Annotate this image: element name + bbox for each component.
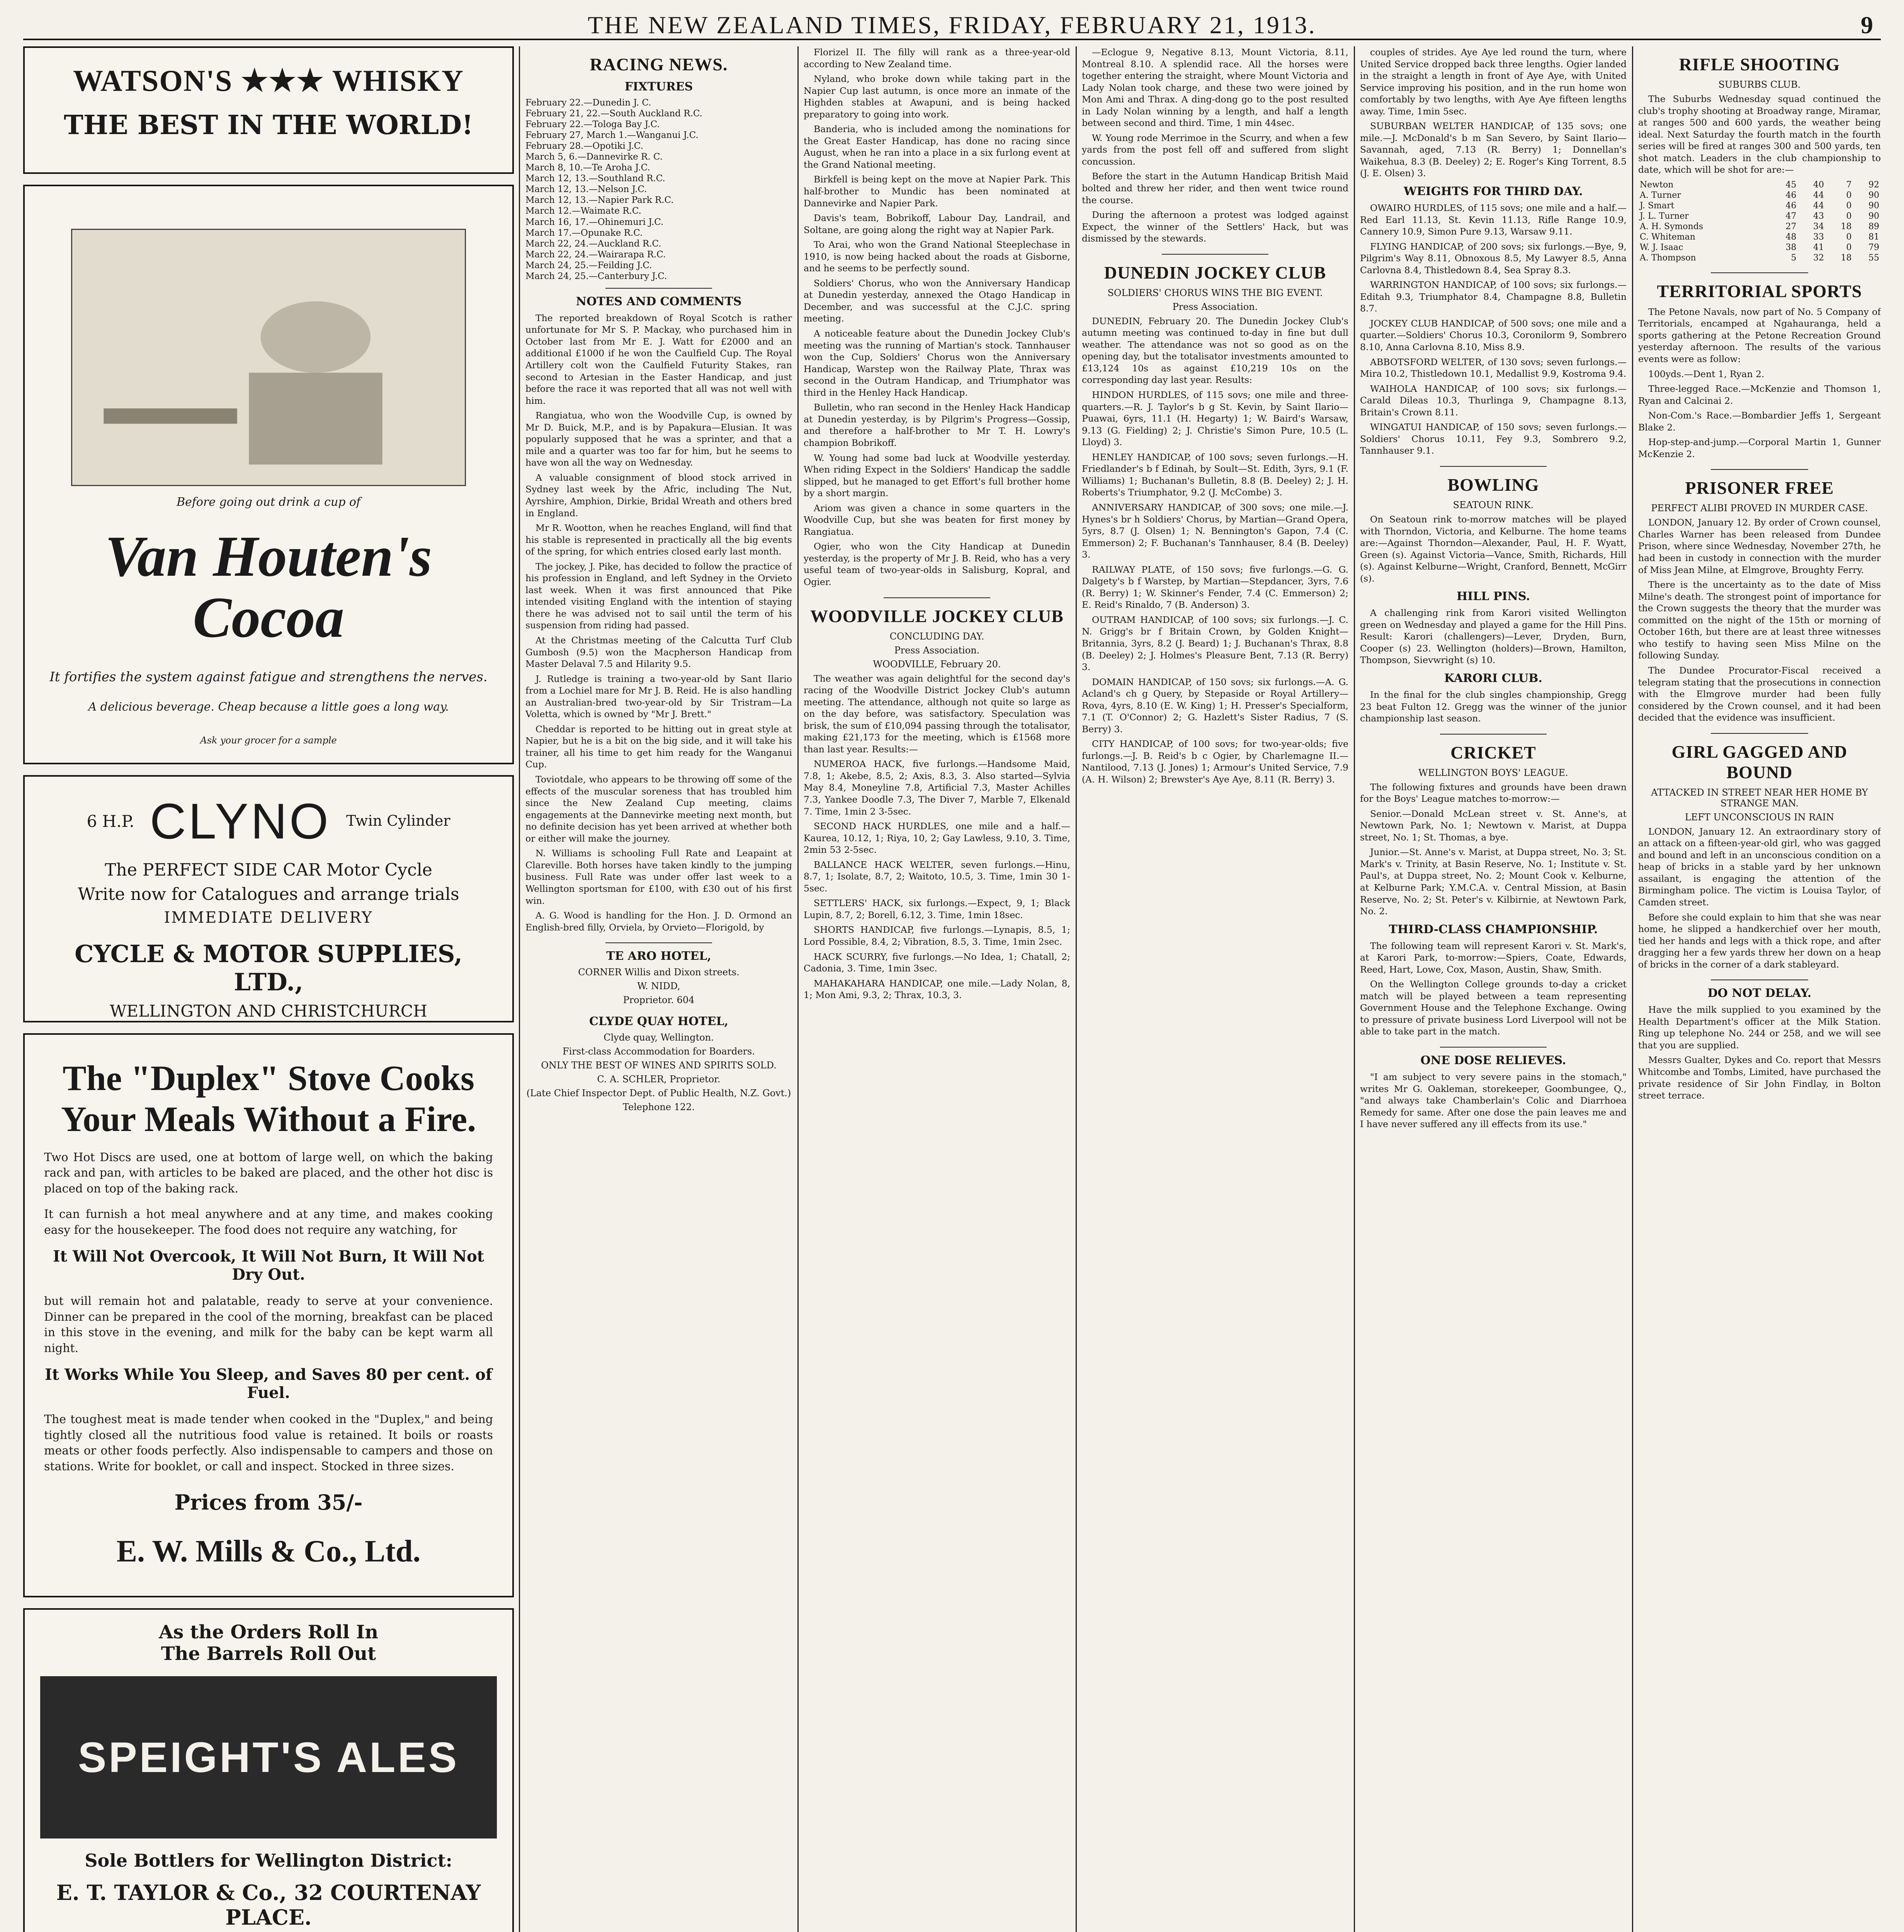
- divider: [1711, 733, 1808, 734]
- paragraph: WINGATUI HANDICAP, of 150 sovs; seven furlongs.—Soldiers' Chorus 10.11, Fey 9.3, Sombrero 9.2, Tannhauser 9.1.: [1360, 422, 1627, 456]
- paragraph: Three-legged Race.—McKenzie and Thomson 1, Ryan and Calcinai 2.: [1638, 383, 1881, 406]
- ad-line: Clyde quay, Wellington.: [604, 1032, 714, 1043]
- paragraph: The weather was again delightful for the second day's racing of the Woodville District Jockey Club's autumn meeting. The attendance, although not quite so large as on the day before, was satisfactory. Speculation was brisk, the sum of £10,094 passing through the totalisator, making £21,173 for the meeting, which is £1568 more than last year. Results:—: [804, 673, 1070, 755]
- ad-line: Write now for Catalogues and arrange trials: [78, 884, 459, 904]
- ad-line: IMMEDIATE DELIVERY: [164, 909, 373, 927]
- section-heading: CRICKET: [1450, 742, 1536, 762]
- paragraph: MAHAKAHARA HANDICAP, one mile.—Lady Nolan, 8, 1; Mon Ami, 9.3, 2; Thrax, 10.3, 3.: [804, 978, 1070, 1001]
- ad-line: ONLY THE BEST OF WINES AND SPIRITS SOLD.: [541, 1060, 777, 1071]
- bowling-article: [1360, 474, 1627, 724]
- te-aro-hotel-ad: [525, 949, 792, 1005]
- fixtures-list: [525, 97, 792, 282]
- ad-line: Telephone 122.: [622, 1102, 695, 1113]
- list-item: March 24, 25.—Canterbury J.C.: [525, 271, 667, 281]
- duplex-ad-headline: The "Duplex" Stove Cooks Your Meals Without a Fire.: [61, 1058, 476, 1139]
- table-cell: 0: [1846, 190, 1852, 200]
- list-item: February 28.—Opotiki J.C.: [525, 141, 643, 151]
- list-item: March 24, 25.—Feilding J.C.: [525, 260, 652, 270]
- ad-body: It can furnish a hot meal anywhere and at any time, and makes cooking easy for the housekeeper. The food does not require any watching, for: [44, 1208, 493, 1237]
- divider: [605, 942, 712, 943]
- paragraph: During the afternoon a protest was lodged against Expect, the winner of the Settlers' Hack, but was dismissed by the stewards.: [1082, 209, 1348, 244]
- paragraph: BALLANCE HACK WELTER, seven furlongs.—Hinu, 8.7, 1; Isolate, 8.7, 2; Waitoto, 10.5, 3. Time, 1min 30 1-5sec.: [804, 859, 1070, 894]
- table-cell: 89: [1868, 221, 1879, 231]
- rifle-shooting-article: [1638, 54, 1881, 263]
- paragraph: RAILWAY PLATE, of 150 sovs; five furlongs.—G. G. Dalgety's b f Warstep, by Martian—Stepdancer, 3yrs, 7.6 (R. Berry) 1; W. Skinner's Fender, 7.4 (C. Emmerson) 2; E. Reid's Rinaldo, 7 (B. Anderson) 3.: [1082, 564, 1348, 611]
- paragraph: Soldiers' Chorus, who won the Anniversary Handicap at Dunedin yesterday, annexed the Otago Handicap in December, and was successful at the C.J.C. spring meeting.: [804, 277, 1070, 324]
- page-number: 9: [1861, 11, 1873, 39]
- dunedin-continued: [1360, 46, 1627, 457]
- van-houten-brand: Van Houten's Cocoa: [105, 524, 432, 650]
- masthead: [23, 8, 1881, 40]
- watsons-ad-headline: WATSON'S ★★★ WHISKY: [73, 64, 464, 97]
- table-row: [1638, 232, 1881, 242]
- table-cell: 55: [1868, 253, 1879, 263]
- ad-emphasis: It Works While You Sleep, and Saves 80 per cent. of Fuel.: [45, 1366, 492, 1402]
- paragraph: There is the uncertainty as to the date of Miss Milne's death. The strongest point of importance for the Crown suggests the theory that the murder was committed on the night of the 15th or morning of October 16th, but there are at least three witnesses who testify to having seen Miss Milne on the following Sunday.: [1638, 579, 1881, 661]
- paragraph: In the final for the club singles championship, Gregg 23 beat Fulton 12. Gregg was the winner of the junior championship last season.: [1360, 689, 1627, 724]
- column-rule: [1632, 46, 1633, 1932]
- paragraph: Junior.—St. Anne's v. Marist, at Duppa street, No. 3; St. Mark's v. Trinity, at Basin Reserve, No. 1; Institute v. St. Paul's, at Duppa street, No. 2; Mount Cook v. Kelburne, at Kelburne Park; Y.M.C.A. v. Central Mission, at Basin Reserve, No. 2; St. Peter's v. Kilbirnie, at Newtown Park, No. 2.: [1360, 847, 1627, 917]
- table-cell: A. Turner: [1640, 190, 1681, 200]
- seller-name: CYCLE & MOTOR SUPPLIES, LTD.,: [75, 940, 462, 996]
- table-cell: 7: [1846, 180, 1852, 190]
- cricket-article: [1360, 742, 1627, 1037]
- section-heading: RACING NEWS.: [590, 54, 728, 74]
- paragraph: LONDON, January 12. By order of Crown counsel, Charles Warner has been released from Dundee Prison, where since Wednesday, November 27th, he had been in custody in connection with the murder of Miss Jean Milne, at Elmgrove, Broughty Ferry.: [1638, 517, 1881, 575]
- watsons-whisky-ad: [23, 46, 514, 174]
- paragraph: HACK SCURRY, five furlongs.—No Idea, 1; Chatall, 2; Cadonia, 3. Time, 1min 3sec.: [804, 951, 1070, 974]
- paragraph: Cheddar is reported to be hitting out in great style at Napier, but he is a bit on the big side, and it will take his trainer, all his time to get him ready for the Wanganui Cup.: [525, 723, 792, 770]
- do-not-delay-notice: [1638, 986, 1881, 1101]
- ad-line: First-class Accommodation for Boarders.: [563, 1046, 755, 1057]
- paragraph: Hop-step-and-jump.—Corporal Martin 1, Gunner McKenzie 2.: [1638, 437, 1881, 459]
- ad-body: Two Hot Discs are used, one at bottom of large well, on which the baking rack and pan, with articles to be baked are placed, and the other hot disc is placed on top of the baking rack.: [44, 1150, 493, 1196]
- divider: [1711, 272, 1808, 273]
- paragraph: DOMAIN HANDICAP, of 150 sovs; six furlongs.—A. G. Acland's ch g Query, by Stepaside or Royal Artillery—Rova, 4yrs, 8.10 (E. W. King) 1; H. Presser's Specialform, 7.1 (T. O'Connor) 2; G. Hazlett's Sister Radius, 7 (S. Berry) 3.: [1082, 676, 1348, 735]
- rifle-scores-table: [1638, 180, 1881, 263]
- table-row: [1638, 201, 1881, 211]
- table-cell: 46: [1785, 190, 1797, 200]
- ad-line: Proprietor. 604: [623, 995, 695, 1006]
- prisoner-free-article: [1638, 478, 1881, 723]
- speights-ales-ad: [23, 1608, 514, 1932]
- list-item: February 27, March 1.—Wanganui J.C.: [525, 130, 699, 141]
- paragraph: ABBOTSFORD WELTER, of 130 sovs; seven furlongs.—Mira 10.2, Thistledown 10.1, Medallist 9.9, Kostroma 9.4.: [1360, 356, 1627, 379]
- section-heading: TERRITORIAL SPORTS: [1657, 281, 1862, 301]
- paragraph: SHORTS HANDICAP, five furlongs.—Lynapis, 8.5, 1; Lord Possible, 8.4, 2; Vibration, 8.5, 3. Time, 1min 2sec.: [804, 924, 1070, 947]
- table-cell: 44: [1813, 201, 1824, 211]
- divider: [884, 597, 990, 598]
- paragraph: The Suburbs Wednesday squad continued the club's trophy shooting at Broadway range, Miramar, at ranges 500 and 600 yards, the weather being ideal. Next Saturday the fourth match in the fourth series will be fired at ranges 300 and 500 yards, ten shot match. Leaders in the club championship to date, which will be shot for are:—: [1638, 94, 1881, 175]
- paragraph: W. Young had some bad luck at Woodville yesterday. When riding Expect in the Soldiers' Handicap the saddle slipped, but he managed to get Effort's full brother home by a short margin.: [804, 452, 1070, 499]
- paragraph: Davis's team, Bobrikoff, Labour Day, Landrail, and Soltane, are going along the right way at Napier Park.: [804, 213, 1070, 235]
- table-cell: 18: [1841, 221, 1852, 231]
- section-heading: DUNEDIN JOCKEY CLUB: [1104, 262, 1326, 282]
- table-cell: 41: [1813, 242, 1824, 252]
- table-cell: 79: [1868, 242, 1879, 252]
- list-item: March 12, 13.—Southland R.C.: [525, 173, 665, 184]
- table-cell: 0: [1846, 201, 1852, 211]
- column-rule: [519, 46, 520, 1932]
- paragraph: NUMEROA HACK, five furlongs.—Handsome Maid, 7.8, 1; Akebe, 8.5, 2; Axis, 8.3, 3. Also started—Sylvia May 8.4, Moneyline 7.8, Artificial 7.3, Master Achilles 7.3, Yankee Doodle 7.3, The Diver 7, Marble 7, Elkenald 7. Time, 1min 2 3-5sec.: [804, 759, 1070, 817]
- divider: [1440, 1047, 1547, 1048]
- table-cell: 40: [1813, 180, 1824, 190]
- ad-line: The Barrels Roll Out: [161, 1643, 376, 1665]
- horsepower-label: 6 H.P.: [87, 811, 134, 831]
- van-houten-cocoa-ad: [23, 185, 514, 764]
- racing-notes-continued: [804, 46, 1070, 588]
- paragraph: Senior.—Donald McLean street v. St. Anne's, at Newtown Park, No. 1; Newtown v. Marist, at Duppa street, No. 1; St. Thomas, a bye.: [1360, 808, 1627, 843]
- table-cell: A. Thompson: [1640, 253, 1696, 263]
- paragraph: ANNIVERSARY HANDICAP, of 300 sovs; one mile.—J. Hynes's br h Soldiers' Chorus, by Martian—Grand Opera, 5yrs, 8.7 (J. Olsen) 1; N. Bennington's Gapon, 7.4 (C. Emmerson) 2; F. Buchanan's Tannhauser, 8.4 (B. Deeley) 3.: [1082, 502, 1348, 560]
- subheading: FIXTURES: [624, 80, 693, 94]
- table-cell: 81: [1868, 232, 1879, 242]
- table-cell: W. J. Isaac: [1640, 242, 1683, 252]
- column-news: [1638, 46, 1881, 1932]
- paragraph: SECOND HACK HURDLES, one mile and a half.—Kaurea, 10.12, 1; Riya, 10, 2; Gay Lawless, 9.10, 3. Time, 2min 53 2-5sec.: [804, 821, 1070, 855]
- list-item: March 12.—Waimate R.C.: [525, 206, 641, 216]
- seller-location: WELLINGTON AND CHRISTCHURCH: [110, 1002, 427, 1020]
- hotel-name: TE ARO HOTEL,: [606, 949, 711, 963]
- table-cell: 47: [1785, 211, 1797, 221]
- clyno-brand: CLYNO: [150, 793, 331, 849]
- paragraph: 100yds.—Dent 1, Ryan 2.: [1648, 368, 1765, 379]
- ad-footnote: Ask your grocer for a sample: [200, 735, 337, 746]
- dateline: WOODVILLE, February 20.: [873, 658, 1001, 670]
- ad-line: CORNER Willis and Dixon streets.: [578, 967, 740, 978]
- section-heading: RIFLE SHOOTING: [1679, 54, 1840, 74]
- twin-cylinder-label: Twin Cylinder: [346, 812, 450, 830]
- table-cell: 0: [1846, 242, 1852, 252]
- table-cell: 90: [1868, 201, 1879, 211]
- list-item: February 22.—Tologa Bay J.C.: [525, 119, 660, 130]
- watsons-ad-slogan: THE BEST IN THE WORLD!: [64, 110, 473, 141]
- advertisement-column: [23, 46, 514, 1932]
- subheading: ONE DOSE RELIEVES.: [1420, 1054, 1566, 1067]
- column-rule: [1354, 46, 1355, 1932]
- newspaper-title: THE NEW ZEALAND TIMES, FRIDAY, FEBRUARY 21, 1913.: [588, 11, 1316, 39]
- section-heading: WOODVILLE JOCKEY CLUB: [810, 606, 1064, 626]
- paragraph: "I am subject to very severe pains in the stomach," writes Mr G. Oakleman, storekeeper, Goombungee, Q., "and always take Chamberlain's Colic and Diarrhoea Remedy for same. After one dose the pain leaves me and I have never suffered any ill effects from its use.": [1360, 1071, 1627, 1130]
- divider: [1162, 254, 1268, 255]
- list-item: March 22, 24.—Auckland R.C.: [525, 238, 661, 249]
- paragraph: The Dundee Procurator-Fiscal received a telegram stating that the prosecutions in connection with the Elmgrove murder had been fully considered by the Crown counsel, and it had been decided that the evidence was insufficient.: [1638, 665, 1881, 723]
- subheading: WEIGHTS FOR THIRD DAY.: [1404, 185, 1583, 199]
- table-cell: 48: [1785, 232, 1797, 242]
- ad-body: The toughest meat is made tender when cooked in the "Duplex," and being tightly closed all the nutritious food value is retained. It boils or roasts meats or other foods perfectly. Also indispensable to campers and those on stations. Write for booklet, or call and inspect. Stocked in three sizes.: [44, 1413, 493, 1473]
- ad-line: As the Orders Roll In: [159, 1621, 378, 1643]
- press-credit: Press Association.: [1172, 301, 1258, 312]
- table-cell: 43: [1813, 211, 1824, 221]
- clyno-motorcycle-ad: [23, 775, 514, 1022]
- table-cell: 45: [1785, 180, 1797, 190]
- paragraph: The reported breakdown of Royal Scotch is rather unfortunate for Mr S. P. Mackay, who purchased him in October last from Mr E. J. Watt for £2000 and an additional £1000 if he won the Caulfield Cup. The Royal Artillery colt won the Caulfield Futurity Stakes, ran second to Artesian in the Easter Handicap, and just before the race it was reported that all was not well with him.: [525, 312, 792, 406]
- subheading: THIRD-CLASS CHAMPIONSHIP.: [1389, 922, 1598, 936]
- column-rule: [797, 46, 799, 1932]
- paragraph: HENLEY HANDICAP, of 100 sovs; seven furlongs.—H. Friedlander's b f Edinah, by Soult—St. Edith, 3yrs, 9.1 (F. Williams) 1; Buchanan's Bulletin, 8.8 (B. Deeley) 2; J. H. Roberts's Triumphator, 9.2 (J. McCombe) 3.: [1082, 451, 1348, 498]
- one-dose-relieves-ad: [1360, 1054, 1627, 1130]
- paragraph: Ariom was given a chance in some quarters in the Woodville Cup, but she was beaten for first money by Rangiatua.: [804, 502, 1070, 537]
- ad-line: (Late Chief Inspector Dept. of Public Health, N.Z. Govt.): [526, 1088, 791, 1099]
- paragraph: Florizel II. The filly will rank as a three-year-old according to New Zealand time.: [804, 47, 1070, 70]
- table-cell: 44: [1813, 190, 1824, 200]
- table-cell: C. Whiteman: [1640, 232, 1695, 242]
- paragraph: Ogier, who won the City Handicap at Dunedin yesterday, is the property of Mr J. B. Reid, who has a very useful team of two-year-olds in Salisburg, Kopral, and Ogier.: [804, 541, 1070, 587]
- woodville-continued: [1082, 46, 1348, 245]
- woodville-jockey-club-article: [804, 606, 1070, 1001]
- paragraph: On the Wellington College grounds to-day a cricket match will be played between a team representing Government House and the Telephone Exchange. Owing to pressure of private business Lord Liverpool will not be able to take part in the match.: [1360, 979, 1627, 1037]
- subheading: PERFECT ALIBI PROVED IN MURDER CASE.: [1651, 503, 1868, 514]
- paragraph: On Seatoun rink to-morrow matches will be played with Thorndon, Victoria, and Kelburne. The home teams are:—Against Thorndon—Alexander, Paul, H. F. Wyatt, Green (s). Against Victoria—Vance, Smith, Richards, Hill (s). Against Kelburne—Wright, Cranford, Bennett, McGirr (s).: [1360, 514, 1627, 584]
- divider: [1711, 469, 1808, 470]
- column-woodville: [804, 46, 1070, 1932]
- paragraph: SUBURBAN WELTER HANDICAP, of 135 sovs; one mile.—J. McDonald's b m San Severo, by Saint Ilario—Savannah, aged, 7.13 (R. Berry) 1; Donnellan's Waikehua, 8.3 (B. Deeley) 2; E. Roger's King Torrent, 8.5 (J. E. Olsen) 3.: [1360, 121, 1627, 179]
- divider: [605, 288, 712, 289]
- subheading: SOLDIERS' CHORUS WINS THE BIG EVENT.: [1107, 287, 1323, 298]
- column-sports: [1360, 46, 1627, 1932]
- paragraph: OUTRAM HANDICAP, of 100 sovs; six furlongs.—J. C. N. Grigg's br f Britain Crown, by Golden Knight—Britannia, 3yrs, 8.2 (J. Beard) 1; J. Buchanan's Thrax, 8.8 (B. Deeley) 2; J. Holmes's Pleasure Bent, 7.13 (R. Berry) 3.: [1082, 614, 1348, 673]
- seller-name: E. W. Mills & Co., Ltd.: [116, 1534, 421, 1569]
- subheading: DO NOT DELAY.: [1707, 986, 1812, 1000]
- ad-emphasis: It Will Not Overcook, It Will Not Burn, It Will Not Dry Out.: [53, 1247, 484, 1284]
- duplex-stove-ad: [23, 1033, 514, 1597]
- table-row: [1638, 211, 1881, 221]
- paragraph: The Petone Navals, now part of No. 5 Company of Territorials, encamped at Ngahauranga, held a sports gathering at the Petone Recreation Ground yesterday afternoon. The results of the various events were as follow:: [1638, 306, 1881, 365]
- territorial-sports-article: [1638, 281, 1881, 460]
- paragraph: Non-Com.'s Race.—Bombardier Jeffs 1, Sergeant Blake 2.: [1638, 410, 1881, 433]
- list-item: March 12, 13.—Napier Park R.C.: [525, 195, 674, 206]
- table-cell: 18: [1841, 253, 1852, 263]
- paragraph: W. Young rode Merrimoe in the Scurry, and when a few yards from the post fell off and suffered from slight concussion.: [1082, 132, 1348, 167]
- subheading: KARORI CLUB.: [1444, 671, 1542, 685]
- ad-caption: Before going out drink a cup of: [176, 495, 361, 509]
- paragraph: Before she could explain to him that she was near home, he slipped a handkerchief over her mouth, tied her hands and legs with a thick rope, and after dragging her a few yards threw her down on a heap of bricks in the corner of a dark stableyard.: [1638, 912, 1881, 970]
- table-cell: 0: [1846, 211, 1852, 221]
- illustration-image: [71, 229, 466, 486]
- paragraph: Mr R. Wootton, when he reaches England, will find that his stable is represented in practically all the big events of the spring, for which entries closed early last month.: [525, 522, 792, 557]
- paragraph: DUNEDIN, February 20. The Dunedin Jockey Club's autumn meeting was continued to-day in fine but dull weather. The attendance was not so good as on the opening day, but the totalisator investments amounted to £13,124 10s as against £10,219 10s on the corresponding day last year. Results:: [1082, 315, 1348, 386]
- table-cell: 34: [1813, 221, 1824, 231]
- table-row: [1638, 253, 1881, 263]
- subheading: SUBURBS CLUB.: [1718, 79, 1801, 90]
- table-cell: 5: [1791, 253, 1797, 263]
- table-cell: 46: [1785, 201, 1797, 211]
- table-row: [1638, 190, 1881, 201]
- table-cell: J. Smart: [1640, 201, 1674, 211]
- paragraph: Banderia, who is included among the nominations for the Great Easter Handicap, has done no racing since August, when he ran into a place in a six furlong event at the Grand National meeting.: [804, 124, 1070, 170]
- paragraph: A challenging rink from Karori visited Wellington green on Wednesday and played a game for the Hill Pins. Result: Karori (challengers)—Lever, Dryden, Burn, Cooper (s) 23. Wellington (holders)—Brown, Hamilton, Thompson, Sievwright (s) 10.: [1360, 607, 1627, 666]
- column-racing-news: [525, 46, 792, 1932]
- ad-tagline: A delicious beverage. Cheap because a little goes a long way.: [88, 700, 449, 714]
- list-item: March 16, 17.—Ohinemuri J.C.: [525, 217, 664, 227]
- subheading: ATTACKED IN STREET NEAR HER HOME BY STRANGE MAN.: [1651, 787, 1868, 809]
- list-item: March 22, 24.—Wairarapa R.C.: [525, 249, 666, 260]
- press-credit: Press Association.: [894, 645, 980, 656]
- paragraph: To Arai, who won the Grand National Steeplechase in 1910, is now being hacked about the roads at Gisborne, and he seems to be perfectly sound.: [804, 239, 1070, 274]
- paragraph: A noticeable feature about the Dunedin Jockey Club's meeting was the running of Martian's stock. Tannhauser won the Cup, Soldiers' Chorus won the Anniversary Handicap, Warstep won the Railway Plate, Thrax was second in the Outram Handicap, and Triumphator was third in the Henley Hack Handicap.: [804, 328, 1070, 398]
- table-cell: 0: [1846, 232, 1852, 242]
- table-cell: 38: [1785, 242, 1797, 252]
- paragraph: Nyland, who broke down while taking part in the Napier Cup last autumn, is once more an inmate of the Highden stables at Awapuni, and is being hacked preparatory to going into work.: [804, 73, 1070, 120]
- paragraph: N. Williams is schooling Full Rate and Leapaint at Clareville. Both horses have taken kindly to the jumping business. Full Rate was under offer last week to a Wellington sportsman for £100, with £30 out of his first win.: [525, 848, 792, 906]
- illustration-icon: [72, 230, 465, 485]
- table-cell: 33: [1813, 232, 1824, 242]
- dunedin-jockey-club-article: [1082, 262, 1348, 786]
- racing-news-article: [525, 54, 792, 933]
- ad-tagline: It fortifies the system against fatigue and strengthens the nerves.: [49, 669, 488, 685]
- list-item: March 5, 6.—Dannevirke R. C.: [525, 152, 663, 162]
- subheading: SEATOUN RINK.: [1453, 499, 1534, 510]
- seller-name: E. T. TAYLOR & Co., 32 COURTENAY PLACE.: [56, 1880, 481, 1930]
- paragraph: HINDON HURDLES, of 115 sovs; one mile and three-quarters.—R. J. Taylor's b g St. Kevin, by Saint Ilario—Puawai, 6yrs, 11.1 (H. Hegarty) 1; W. Baird's Warsaw, 9.13 (G. Fielding) 2; J. Christie's Simon Pure, 10.5 (L. Lloyd) 3.: [1082, 389, 1348, 448]
- paragraph: SETTLERS' HACK, six furlongs.—Expect, 9, 1; Black Lupin, 8.7, 2; Borell, 6.12, 3. Time, 1min 18sec.: [804, 898, 1070, 920]
- paragraph: JOCKEY CLUB HANDICAP, of 500 sovs; one mile and a quarter.—Soldiers' Chorus 10.3, Coronilorm 9, Sombrero 8.10, Anna Carlovna 8.10, Miss 8.9.: [1360, 318, 1627, 353]
- table-cell: 90: [1868, 211, 1879, 221]
- paragraph: WARRINGTON HANDICAP, of 100 sovs; six furlongs.—Editah 9.3, Triumphator 8.4, Champagne 8.8, Bulletin 8.7.: [1360, 279, 1627, 314]
- section-heading: PRISONER FREE: [1685, 478, 1834, 498]
- speights-brand: SPEIGHT'S ALES: [40, 1676, 497, 1838]
- paragraph: The following team will represent Karori v. St. Mark's, at Karori Park, to-morrow:—Spiers, Coate, Edwards, Reed, Hart, Lowe, Cox, Mason, Austin, Shaw, Smith.: [1360, 940, 1627, 975]
- list-item: March 12, 13.—Nelson J.C.: [525, 184, 647, 195]
- paragraph: Toviotdale, who appears to be throwing off some of the effects of the muscular soreness that has troubled him since the New Zealand Cup meeting, claims engagements at the Dannevirke meeting next month, but no definite decision has yet been arrived at whether both or either will make the journey.: [525, 774, 792, 844]
- clyde-quay-hotel-ad: [525, 1015, 792, 1112]
- table-cell: 27: [1785, 221, 1797, 231]
- column-rule: [1076, 46, 1077, 1932]
- table-cell: Newton: [1640, 180, 1674, 190]
- ad-line: The PERFECT SIDE CAR Motor Cycle: [105, 860, 432, 880]
- price-label: Prices from 35/-: [174, 1490, 363, 1515]
- subheading: HILL PINS.: [1456, 590, 1530, 604]
- paragraph: A. G. Wood is handling for the Hon. J. D. Ormond an English-bred filly, Orviela, by Orvieto—Florigold, by: [525, 910, 792, 933]
- list-item: March 8, 10.—Te Aroha J.C.: [525, 163, 650, 173]
- divider: [1440, 466, 1547, 467]
- ad-body: but will remain hot and palatable, ready to serve at your convenience. Dinner can be prepared in the cool of the morning, breakfast can be placed in this stove in the evening, and milk for the baby can be kept warm all night.: [44, 1294, 493, 1355]
- paragraph: Messrs Gualter, Dykes and Co. report that Messrs Whitcombe and Tombs, Limited, have purchased the private residence of Sir John Findlay, in Bolton street terrace.: [1638, 1054, 1881, 1101]
- column-dunedin: [1082, 46, 1348, 1932]
- table-cell: J. L. Turner: [1640, 211, 1689, 221]
- subheading: WELLINGTON BOYS' LEAGUE.: [1418, 767, 1568, 778]
- table-cell: 32: [1813, 253, 1824, 263]
- section-heading: GIRL GAGGED AND BOUND: [1671, 742, 1848, 782]
- hotel-name: CLYDE QUAY HOTEL,: [589, 1015, 728, 1029]
- table-cell: 92: [1868, 180, 1879, 190]
- table-cell: 90: [1868, 190, 1879, 200]
- list-item: February 21, 22.—South Auckland R.C.: [525, 109, 702, 119]
- paragraph: At the Christmas meeting of the Calcutta Turf Club Gumbosh (9.5) won the Macpherson Handicap from Master Delaval 7.5 and Hilarity 9.5.: [525, 635, 792, 670]
- section-heading: BOWLING: [1447, 474, 1539, 495]
- paragraph: Have the milk supplied to you examined by the Health Department's officer at the Milk Station. Ring up telephone No. 244 or 258, and we will see that you are supplied.: [1638, 1004, 1881, 1051]
- table-row: [1638, 242, 1881, 253]
- paragraph: CITY HANDICAP, of 100 sovs; for two-year-olds; five furlongs.—J. B. Reid's b c Ogier, by Charlemagne II.—Nantilood, 7.13 (J. Jones) 1; Armour's United Service, 7.9 (A. H. Wilson) 2; Brewster's Aye Aye, 8.11 (R. Berry) 3.: [1082, 738, 1348, 785]
- paragraph: —Eclogue 9, Negative 8.13, Mount Victoria, 8.11, Montreal 8.10. A splendid race. All the horses were together entering the straight, where Mount Victoria and Lady Nolan took charge, and these two were joined by Mon Ami and Thrax. A ding-dong go to the post resulted in Lady Nolan winning by a length, and half a length between second and third. Time, 1 min 44sec.: [1082, 47, 1348, 129]
- subheading: CONCLUDING DAY.: [889, 631, 984, 642]
- paragraph: FLYING HANDICAP, of 200 sovs; six furlongs.—Bye, 9, Pilgrim's Way 8.11, Obnoxous 8.5, My Lawyer 8.5, Anna Carlovna 8.4, Thistledown 8.4, Sea Spray 8.3.: [1360, 241, 1627, 276]
- paragraph: OWAIRO HURDLES, of 115 sovs; one mile and a half.—Red Earl 11.13, St. Kevin 11.13, Rifle Range 10.9, Cannery 10.9, Simon Pure 9.13, Warsaw 9.11.: [1360, 202, 1627, 237]
- ad-line: C. A. SCHLER, Proprietor.: [597, 1074, 721, 1085]
- paragraph: Bulletin, who ran second in the Henley Hack Handicap at Dunedin yesterday, is by Pilgrim's Progress—Gossip, and therefore a half-brother to Mr T. H. Lowry's champion Bobrikoff.: [804, 402, 1070, 448]
- paragraph: couples of strides. Aye Aye led round the turn, where United Service dropped back three lengths. Ogier landed in the straight a length in front of Aye Aye, with United Service improving his position, and in the run home won comfortably by two lengths, with Aye Aye fifteen lengths away. Time, 1min 5sec.: [1360, 47, 1627, 117]
- table-cell: A. H. Symonds: [1640, 221, 1703, 231]
- girl-gagged-article: [1638, 742, 1881, 971]
- paragraph: A valuable consignment of blood stock arrived in Sydney last week by the Afric, including The Nut, Ayrshire, Amphion, Dirkie, Bridal Wreath and others bred in England.: [525, 472, 792, 519]
- divider: [1440, 734, 1547, 735]
- paragraph: J. Rutledge is training a two-year-old by Sant Ilario from a Lochiel mare for Mr J. B. Reid. He is also handling an Australian-bred two-year-old by Sir Tristram—La Voletta, which is owned by "Mr J. Brett.": [525, 673, 792, 720]
- subheading: NOTES AND COMMENTS: [576, 294, 742, 308]
- list-item: February 22.—Dunedin J. C.: [525, 98, 651, 108]
- ad-line: Sole Bottlers for Wellington District:: [85, 1850, 452, 1871]
- paragraph: Birkfell is being kept on the move at Napier Park. This half-brother to Mundic has been nominated at Dannevirke and Napier Park.: [804, 174, 1070, 209]
- table-row: [1638, 180, 1881, 190]
- table-row: [1638, 221, 1881, 232]
- paragraph: The jockey, J. Pike, has decided to follow the practice of his profession in England, and left Sydney in the Orvieto last week. When it was first announced that Pike intended visiting England with the intention of staying there he was advised not to sail until the term of his suspension from riding had passed.: [525, 561, 792, 631]
- subheading: LEFT UNCONSCIOUS IN RAIN: [1685, 811, 1834, 823]
- paragraph: The following fixtures and grounds have been drawn for the Boys' League matches to-morrow:—: [1360, 781, 1627, 804]
- ad-line: W. NIDD,: [637, 981, 680, 992]
- paragraph: Rangiatua, who won the Woodville Cup, is owned by Mr D. Buick, M.P., and is by Papakura—Elusian. It was popularly supposed that he was a sprinter, and that a mile and a quarter was too far for him, but he seems to have won all the way on Wednesday.: [525, 410, 792, 468]
- paragraph: WAIHOLA HANDICAP, of 100 sovs; six furlongs.—Carald Dileas 10.3, Thurlinga 9, Champagne 8.13, Britain's Crown 8.11.: [1360, 383, 1627, 418]
- list-item: March 17.—Opunake R.C.: [525, 228, 643, 238]
- paragraph: LONDON, January 12. An extraordinary story of an attack on a fifteen-year-old girl, who was gagged and bound and left in an unconscious condition on a heap of bricks in a stable yard by her unknown assailant, is engaging the attention of the Birmingham police. The victim is Louisa Taylor, of Camden street.: [1638, 826, 1881, 908]
- paragraph: Before the start in the Autumn Handicap British Maid bolted and threw her rider, and then went twice round the course.: [1082, 171, 1348, 206]
